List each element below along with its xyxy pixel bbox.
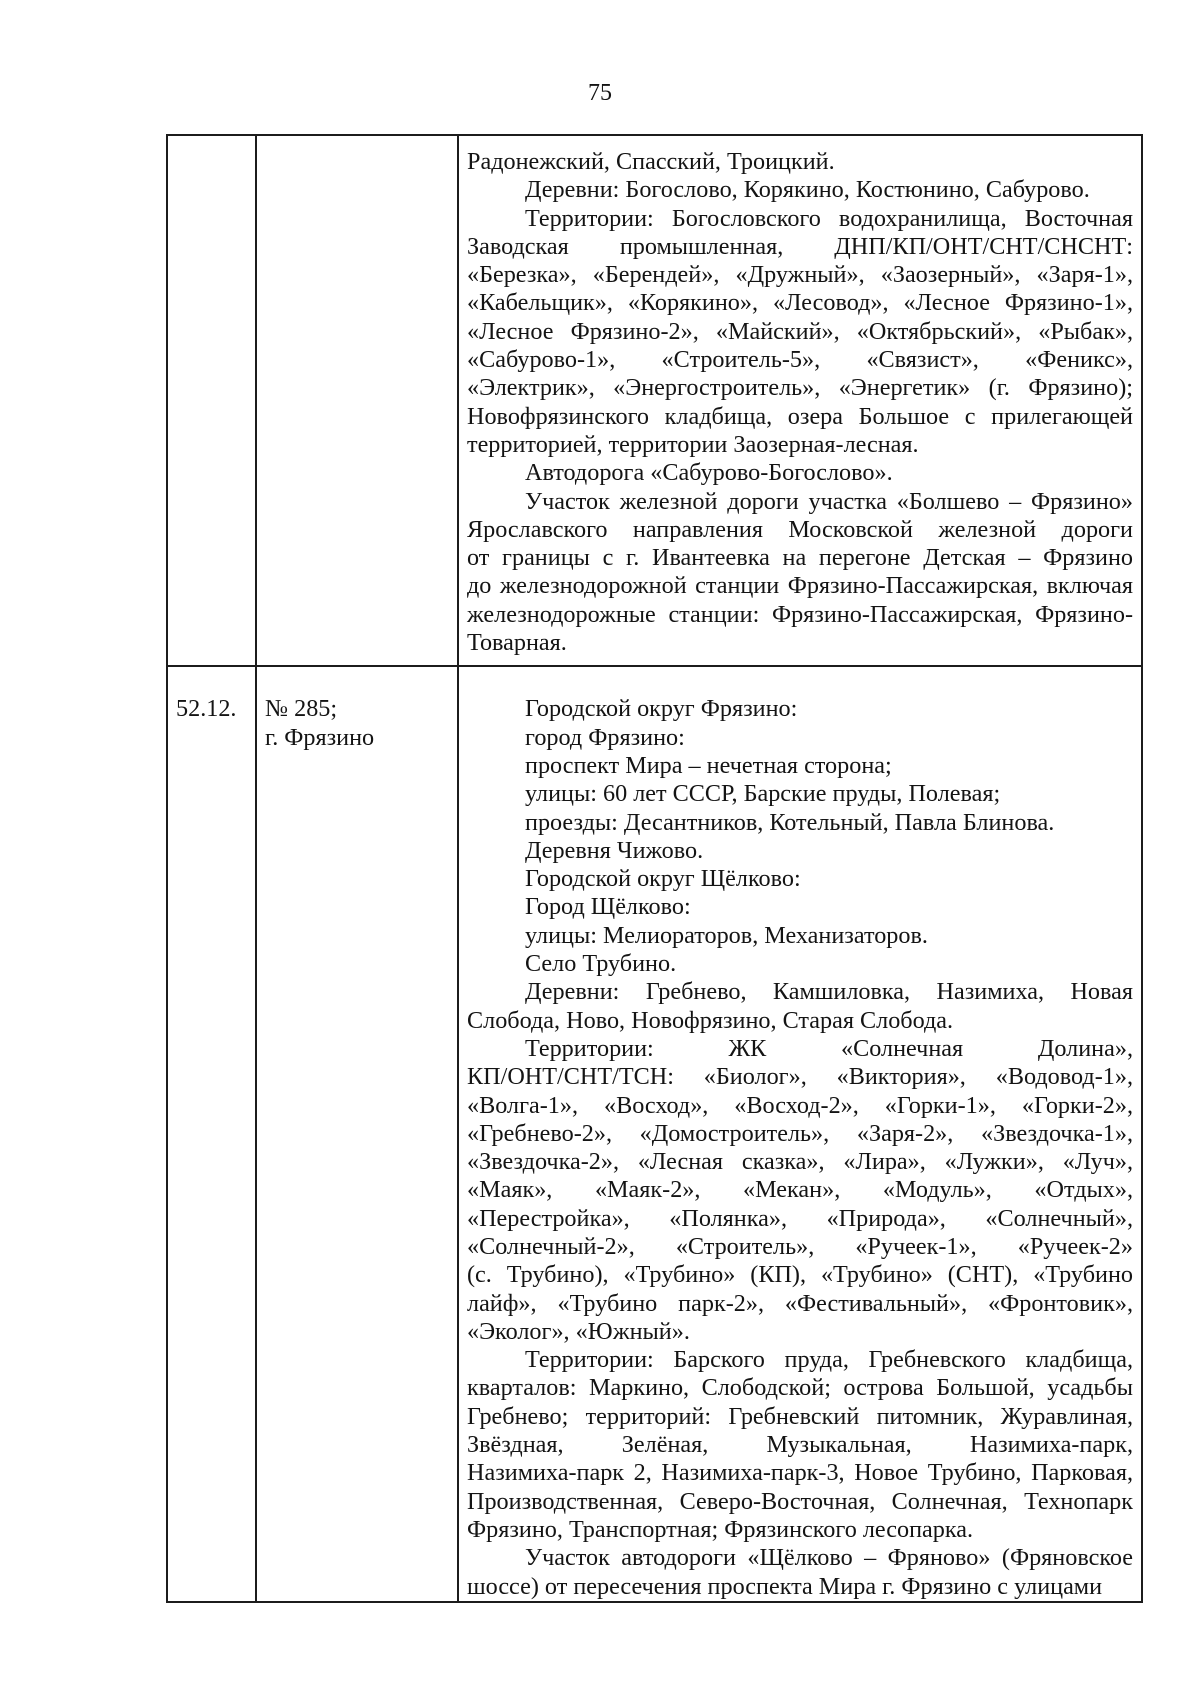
table-row: [167, 135, 1142, 666]
district-line: № 285;: [265, 695, 338, 723]
table-row: [167, 666, 1142, 1602]
paragraph-line: Автодорога «Сабурово-Богослово».: [525, 459, 893, 487]
territory-description-cell: [458, 666, 1142, 1602]
paragraph-line: кварталов: Маркино, Слободской; острова Большой, усадьбы: [467, 1374, 1133, 1402]
paragraph-line: Радонежский, Спасский, Троицкий.: [467, 148, 835, 175]
paragraph-line: Новофрязинского кладбища, озера Большое с прилегающей: [467, 402, 1133, 430]
paragraph-line: «Березка», «Берендей», «Дружный», «Заозерный», «Заря-1»,: [467, 261, 1133, 289]
paragraph-line: (с. Трубино), «Трубино» (КП), «Трубино» (СНТ), «Трубино: [467, 1261, 1133, 1289]
paragraph-line: «Лесное Фрязино-2», «Майский», «Октябрьский», «Рыбак»,: [467, 317, 1133, 345]
row-number-cell: [167, 135, 256, 666]
paragraph-line: улицы: 60 лет СССР, Барские пруды, Полевая;: [525, 780, 1001, 808]
paragraph-line: «Волга-1», «Восход», «Восход-2», «Горки-1», «Горки-2»,: [467, 1091, 1133, 1119]
paragraph-line: Фрязино, Транспортная; Фрязинского лесопарка.: [467, 1515, 974, 1543]
paragraph-line: Заводская промышленная, ДНП/КП/ОНТ/СНТ/СНСНТ:: [467, 232, 1133, 260]
paragraph-line: Гребнево; территорий: Гребневский питомник, Журавлиная,: [467, 1402, 1133, 1430]
page-number: 75: [588, 80, 612, 106]
paragraph-line: «Гребнево-2», «Домостроитель», «Заря-2», «Звездочка-1»,: [467, 1119, 1133, 1147]
paragraph-line: «Звездочка-2», «Лесная сказка», «Лира», «Лужки», «Луч»,: [467, 1148, 1133, 1176]
paragraph-line: железнодорожные станции: Фрязино-Пассажирская, Фрязино-: [467, 600, 1133, 628]
paragraph-line: «Солнечный-2», «Строитель», «Ручеек-1», «Ручеек-2»: [467, 1232, 1133, 1260]
district-line: г. Фрязино: [265, 723, 375, 751]
paragraph-line: Территории: Богословского водохранилища, Восточная: [525, 204, 1133, 232]
paragraph-line: Производственная, Северо-Восточная, Солнечная, Технопарк: [467, 1487, 1133, 1515]
paragraph-line: Звёздная, Зелёная, Музыкальная, Назимиха-парк,: [467, 1431, 1133, 1459]
paragraph-line: шоссе) от пересечения проспекта Мира г. Фрязино с улицами: [467, 1572, 1103, 1600]
row-number-cell: 52.12.: [167, 666, 256, 1602]
paragraph-line: КП/ОНТ/СНТ/ТСН: «Биолог», «Виктория», «Водовод-1»,: [467, 1063, 1133, 1091]
paragraph-line: «Сабурово-1», «Строитель-5», «Связист», «Феникс»,: [467, 346, 1133, 374]
paragraph-line: Деревни: Богослово, Корякино, Костюнино, Сабурово.: [525, 176, 1090, 204]
paragraph-line: территорией, территории Заозерная-лесная.: [467, 430, 919, 458]
paragraph-line: Территории: Барского пруда, Гребневского кладбища,: [525, 1346, 1133, 1374]
district-cell: [256, 135, 458, 666]
paragraph-line: Территории: ЖК «Солнечная Долина»,: [525, 1034, 1133, 1062]
paragraph-line: «Эколог», «Южный».: [467, 1317, 690, 1345]
paragraph-line: проспект Мира – нечетная сторона;: [525, 751, 892, 779]
paragraph-line: Деревня Чижово.: [525, 836, 704, 864]
paragraph-line: улицы: Мелиораторов, Механизаторов.: [525, 921, 928, 949]
paragraph-line: до железнодорожной станции Фрязино-Пассажирская, включая: [467, 572, 1133, 600]
paragraph-line: «Электрик», «Энергостроитель», «Энергетик» (г. Фрязино);: [467, 374, 1133, 402]
territory-description-cell: [458, 135, 1142, 666]
paragraph-line: Слобода, Ново, Новофрязино, Старая Слобода.: [467, 1006, 954, 1034]
district-cell: [256, 666, 458, 1602]
paragraph-line: Деревни: Гребнево, Камшиловка, Назимиха, Новая: [525, 978, 1133, 1006]
paragraph-line: Участок автодороги «Щёлково – Фряново» (Фряновское: [525, 1544, 1133, 1572]
paragraph-line: от границы с г. Ивантеевка на перегоне Детская – Фрязино: [467, 544, 1133, 572]
paragraph-line: лайф», «Трубино парк-2», «Фестивальный», «Фронтовик»,: [467, 1289, 1133, 1317]
paragraph-line: «Перестройка», «Полянка», «Природа», «Солнечный»,: [467, 1204, 1133, 1232]
paragraph-line: проезды: Десантников, Котельный, Павла Блинова.: [525, 808, 1055, 836]
paragraph-line: Товарная.: [467, 629, 567, 657]
paragraph-line: Ярославского направления Московской железной дороги: [467, 515, 1133, 543]
paragraph-line: Участок железной дороги участка «Болшево – Фрязино»: [525, 487, 1133, 515]
territory-table: [166, 134, 1143, 1603]
paragraph-line: Село Трубино.: [525, 950, 677, 978]
paragraph-line: Городской округ Фрязино:: [525, 695, 798, 723]
paragraph-line: «Кабельщик», «Корякино», «Лесовод», «Лесное Фрязино-1»,: [467, 289, 1133, 317]
paragraph-line: город Фрязино:: [525, 723, 685, 751]
paragraph-line: Назимиха-парк 2, Назимиха-парк-3, Новое Трубино, Парковая,: [467, 1459, 1133, 1487]
paragraph-line: «Маяк», «Маяк-2», «Мекан», «Модуль», «Отдых»,: [467, 1176, 1133, 1204]
paragraph-line: Город Щёлково:: [525, 893, 691, 921]
paragraph-line: Городской округ Щёлково:: [525, 865, 801, 893]
